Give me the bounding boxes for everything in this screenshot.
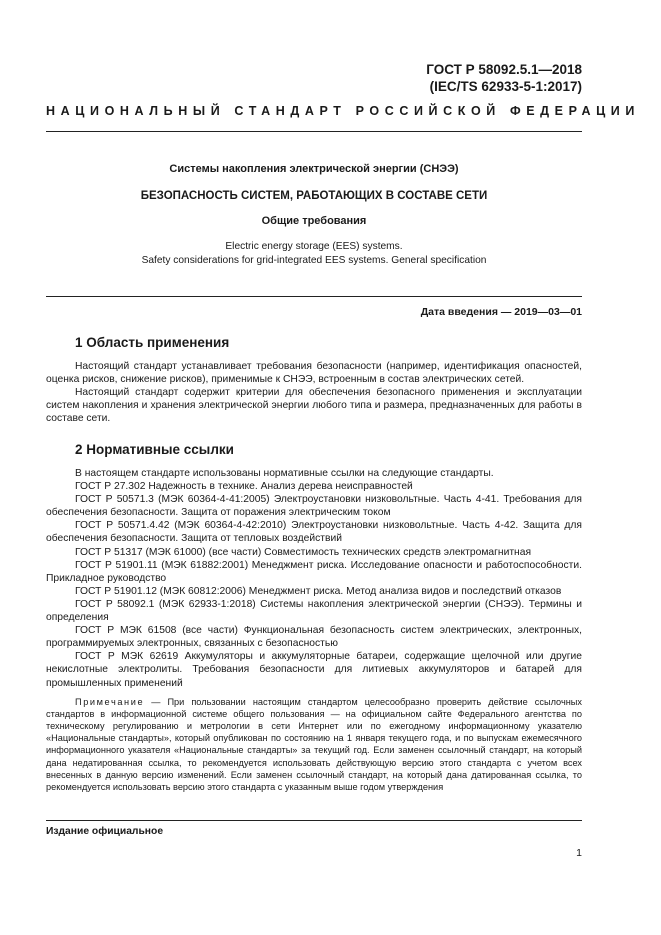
standard-code	[426, 61, 582, 95]
section-normative-references	[46, 441, 582, 793]
english-title-line1: Electric energy storage (EES) systems.	[225, 241, 403, 252]
title-line3: Общие требования	[261, 215, 367, 227]
english-title	[46, 240, 582, 267]
reference-item: ГОСТ Р 51901.11 (МЭК 61882:2001) Менеджмент риска. Исследование опасности и работоспособности. Прикладное руководство	[46, 559, 582, 584]
reference-item: ГОСТ Р МЭК 61508 (все части) Функциональная безопасность систем электрических, электронных, программируемых электронных, связанных с безопасностью	[46, 625, 582, 650]
note-label: Примечание	[75, 696, 145, 707]
reference-item: ГОСТ Р 51901.12 (МЭК 60812:2006) Менеджмент риска. Метод анализа видов и последствий отказов	[75, 585, 562, 597]
reference-item: ГОСТ Р 27.302 Надежность в технике. Анализ дерева неисправностей	[75, 481, 413, 493]
section1-paragraph: Настоящий стандарт содержит критерии для обеспечения безопасного применения и эксплуатации систем накопления и хранения электрической энергии любого типа и размера, предназначенных для работы в составе сети.	[46, 387, 582, 425]
header-divider	[46, 131, 582, 132]
introduction-date: Дата введения — 2019—03—01	[420, 306, 582, 318]
title-divider	[46, 296, 582, 297]
edition-label: Издание официальное	[46, 826, 164, 837]
title-line1: Системы накопления электрической энергии (СНЭЭ)	[169, 163, 459, 175]
reference-item: ГОСТ Р 51317 (МЭК 61000) (все части) Совместимость технических средств электромагнитная	[75, 546, 532, 558]
standard-code-line1: ГОСТ Р 58092.5.1—2018	[426, 62, 582, 77]
page-number: 1	[576, 847, 582, 859]
reference-item: ГОСТ Р 50571.3 (МЭК 60364-4-41:2005) Электроустановки низковольтные. Часть 4-41. Требования для обеспечения безопасности. Защита от поражения электрическим током	[46, 494, 582, 519]
title-line2: БЕЗОПАСНОСТЬ СИСТЕМ, РАБОТАЮЩИХ В СОСТАВЕ СЕТИ	[140, 190, 488, 202]
section-scope	[46, 334, 582, 425]
reference-item: ГОСТ Р МЭК 62619 Аккумуляторы и аккумуляторные батареи, содержащие щелочной или другие некислотные электролиты. Требования безопасности для литиевых аккумуляторов и батарей для промышленных применений	[46, 651, 582, 689]
english-title-line2: Safety considerations for grid-integrated EES systems. General specification	[141, 254, 487, 266]
reference-item: ГОСТ Р 58092.1 (МЭК 62933-1:2018) Системы накопления электрической энергии (СНЭЭ). Термины и определения	[46, 598, 582, 624]
footer-divider	[46, 820, 582, 821]
section1-heading: 1 Область применения	[75, 335, 230, 350]
reference-item: В настоящем стандарте использованы нормативные ссылки на следующие стандарты.	[75, 468, 494, 479]
reference-item: ГОСТ Р 50571.4.42 (МЭК 60364-4-42:2010) Электроустановки низковольтные. Часть 4-42. Защита для обеспечения безопасности. Защита от тепловых воздействий	[46, 520, 582, 545]
section1-paragraph: Настоящий стандарт устанавливает требования безопасности (например, идентификация опасностей, оценка рисков, снижение рисков), применимые к СНЭЭ, встроенным в состав электрических сетей.	[46, 361, 582, 386]
note	[46, 696, 582, 794]
note-text: — При пользовании настоящим стандартом целесообразно проверить действие ссылочных стандартов в информационной системе общего пользования — на официальном сайте Федерального агентства по техническому регулированию и метрологии в сети Интернет или по ежегодному информационному указателю «Национальные стандарты», который опубликован по состоянию на 1 января текущего года, и по выпускам ежемесячного информационного указателя «Национальные стандарты» за текущий год. Если заменен ссылочный стандарт, на который дана недатированная ссылка, то рекомендуется использовать действующую версию этого стандарта с учетом всех внесенных в данную версию изменений. Если заменен ссылочный стандарт, на который дана датированная ссылка, то рекомендуется использовать версию этого стандарта с указанным выше годом утверждения	[46, 696, 582, 793]
national-standard-banner: НАЦИОНАЛЬНЫЙ СТАНДАРТ РОССИЙСКОЙ ФЕДЕРАЦИИ	[46, 104, 640, 118]
standard-code-line2: (IEC/TS 62933-5-1:2017)	[429, 79, 582, 94]
section2-heading: 2 Нормативные ссылки	[75, 442, 234, 457]
